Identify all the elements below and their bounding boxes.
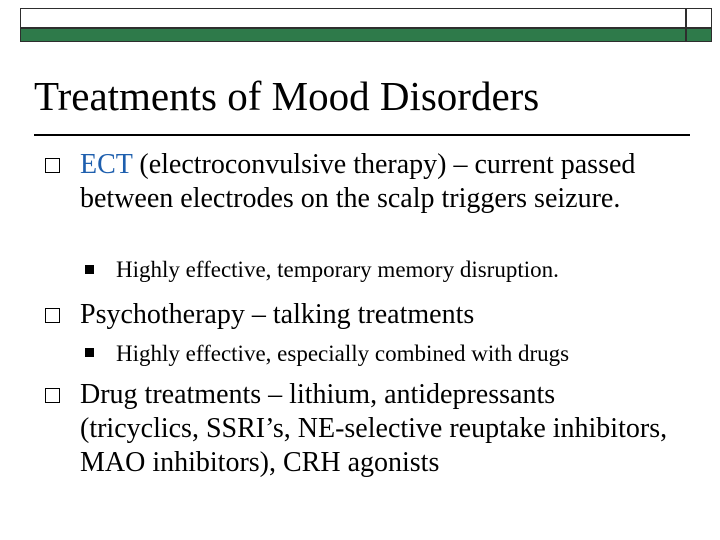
bullet-drug-treatments: Drug treatments – lithium, antidepressants (tricyclics, SSRI’s, NE-selective reuptake inhibitors, MAO inhibitors), CRH agonists [80, 379, 668, 478]
bullet-ect [80, 148, 680, 216]
header-top-strip [20, 8, 686, 28]
header-top-square [686, 8, 712, 28]
hollow-square-bullet-icon [45, 158, 60, 173]
sub-bullet-psychotherapy-effect: Highly effective, especially combined with drugs [116, 341, 570, 366]
title-underline [34, 134, 690, 136]
hollow-square-bullet-icon [45, 308, 60, 323]
decorative-header-bar [20, 8, 712, 42]
sub-bullet-ect-effect: Highly effective, temporary memory disruption. [116, 257, 559, 282]
header-green-strip [20, 28, 686, 42]
ect-description: (electroconvulsive therapy) – current passed between electrodes on the scalp triggers seizure. [80, 149, 636, 214]
ect-term: ECT [80, 149, 133, 180]
filled-square-bullet-icon [85, 265, 94, 274]
bullet-psychotherapy: Psychotherapy – talking treatments [80, 299, 475, 330]
slide-title: Treatments of Mood Disorders [34, 73, 540, 119]
hollow-square-bullet-icon [45, 388, 60, 403]
header-bottom-square [686, 28, 712, 42]
filled-square-bullet-icon [85, 348, 94, 357]
